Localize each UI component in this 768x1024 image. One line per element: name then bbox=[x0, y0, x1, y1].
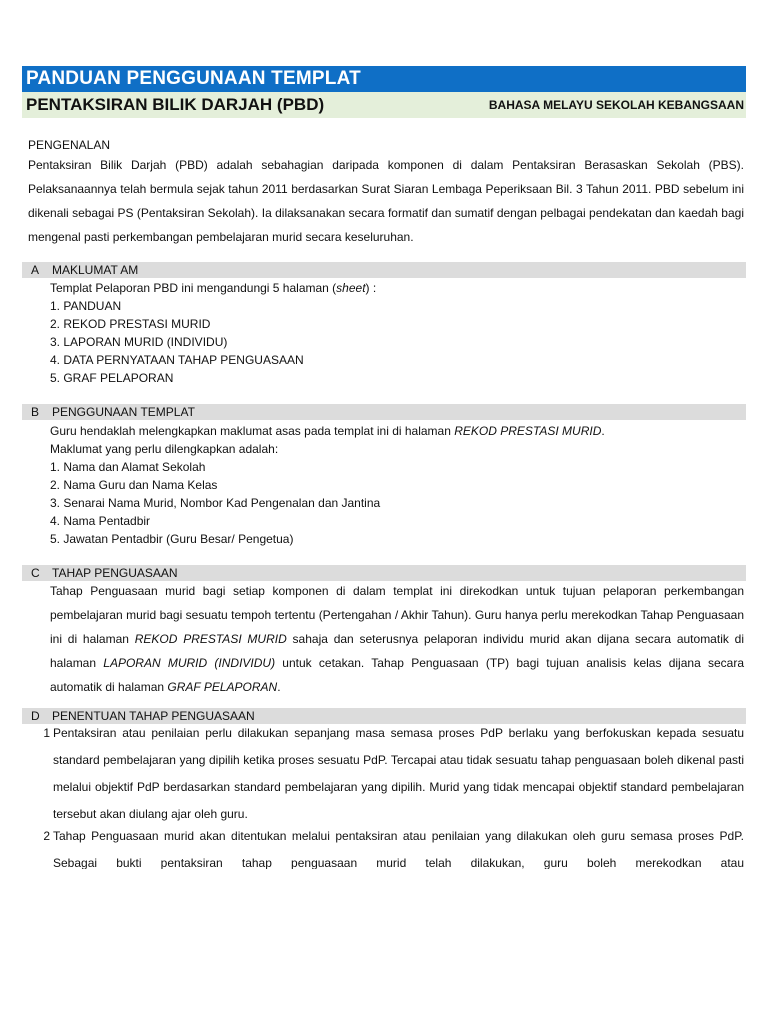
section-c-text-3: untuk cetakan. Tahap Penguasaan (TP) bagi tujuan analisis kelas dijana secara automatik di halaman bbox=[50, 656, 744, 694]
list-item: 3. Senarai Nama Murid, Nombor Kad Pengenalan dan Jantina bbox=[50, 496, 381, 510]
list-item: 2. REKOD PRESTASI MURID bbox=[50, 317, 211, 331]
intro-section bbox=[28, 137, 744, 249]
section-d-letter: D bbox=[31, 709, 40, 723]
intro-text: Pentaksiran Bilik Darjah (PBD) adalah sebahagian daripada komponen di dalam Pentaksiran Berasaskan Sekolah (PBS). Pelaksanaannya telah bermula sejak tahun 2011 berdasarkan Surat Siaran Lembaga Peperiksaan Bil. 3 Tahun 2011. PBD sebelum ini dikenali sebagai PS (Pentaksiran Sekolah). Ia dilaksanakan secara formatif dan sumatif dengan pelbagai pendekatan dan kaedah bagi mengenal pasti perkembangan pembelajaran murid secara keseluruhan. bbox=[28, 158, 744, 244]
section-c-text-1: Tahap Penguasaan murid bagi setiap komponen di dalam templat ini direkodkan untuk tujuan pelaporan perkembangan pembelajaran murid bagi sesuatu tempoh tertentu (Pertengahan / Akhir Tahun). Guru hanya perlu merekodkan Tahap Penguasaan ini di halaman bbox=[50, 584, 744, 646]
section-a-body bbox=[50, 279, 744, 387]
section-d-title: PENENTUAN TAHAP PENGUASAAN bbox=[52, 709, 255, 723]
section-c-title: TAHAP PENGUASAAN bbox=[52, 566, 178, 580]
list-item: 1. Nama dan Alamat Sekolah bbox=[50, 460, 206, 474]
section-c-italic-3: GRAF PELAPORAN bbox=[167, 680, 278, 694]
section-b-line1-italic: REKOD PRESTASI MURID bbox=[454, 424, 602, 438]
section-b-line1-text: Guru hendaklah melengkapkan maklumat asas pada templat ini di halaman bbox=[50, 424, 455, 438]
section-a-lead-italic: sheet bbox=[336, 281, 366, 295]
section-c-body bbox=[50, 579, 744, 699]
subject-label: BAHASA MELAYU SEKOLAH KEBANGSAAN bbox=[488, 98, 744, 112]
section-a-header bbox=[22, 262, 746, 278]
list-item: 4. DATA PERNYATAAN TAHAP PENGUASAAN bbox=[50, 353, 304, 367]
intro-heading: PENGENALAN bbox=[28, 138, 111, 152]
document-page bbox=[22, 66, 746, 869]
section-a-lead-text: Templat Pelaporan PBD ini mengandungi 5 halaman ( bbox=[50, 281, 337, 295]
list-item: 4. Nama Pentadbir bbox=[50, 514, 151, 528]
section-b-body bbox=[50, 422, 744, 548]
list-item: 5. GRAF PELAPORAN bbox=[50, 371, 174, 385]
section-c-italic-1: REKOD PRESTASI MURID bbox=[134, 632, 287, 646]
section-a-letter: A bbox=[31, 263, 40, 277]
section-a-lead-end: ) : bbox=[365, 281, 377, 295]
section-b-header bbox=[22, 404, 746, 420]
list-item: 1. PANDUAN bbox=[50, 299, 122, 313]
subtitle-bar bbox=[22, 92, 746, 118]
document-subtitle: PENTAKSIRAN BILIK DARJAH (PBD) bbox=[26, 95, 325, 114]
section-c-text-2: sahaja dan seterusnya pelaporan individu murid akan dijana secara automatik di halaman bbox=[50, 632, 744, 670]
list-item: 5. Jawatan Pentadbir (Guru Besar/ Pengetua) bbox=[50, 532, 294, 546]
document-title: PANDUAN PENGGUNAAN TEMPLAT bbox=[22, 66, 746, 92]
item-text: Tahap Penguasaan murid akan ditentukan melalui pentaksiran atau penilaian yang dilakukan oleh guru semasa proses PdP. Sebagai bukti pentaksiran tahap penguasaan murid telah dilakukan, guru boleh merekodkan atau bbox=[53, 829, 744, 869]
section-c-letter: C bbox=[31, 566, 40, 580]
section-a-lead bbox=[50, 279, 744, 297]
list-item: 3. LAPORAN MURID (INDIVIDU) bbox=[50, 335, 228, 349]
section-c-text-4: . bbox=[277, 680, 281, 694]
item-text: Pentaksiran atau penilaian perlu dilakukan sepanjang masa semasa proses PdP berlaku yang berfokuskan kepada sesuatu standard pembelajaran yang dipilih ketika proses sesuatu PdP. Tercapai atau tidak sesuatu tahap penguasaan boleh dikenal pasti melalui objektif PdP berdasarkan standard pembelajaran yang dipilih. Murid yang tidak mencapai objektif standard pembelajaran tersebut akan diulang ajar oleh guru. bbox=[53, 726, 744, 821]
section-d-item-2 bbox=[22, 823, 746, 869]
item-number: 2 bbox=[43, 829, 50, 843]
section-b-line1 bbox=[50, 422, 744, 440]
section-b-line1-end: . bbox=[601, 424, 605, 438]
list-item: 2. Nama Guru dan Nama Kelas bbox=[50, 478, 218, 492]
section-c-italic-2: LAPORAN MURID (INDIVIDU) bbox=[103, 656, 276, 670]
section-b-letter: B bbox=[31, 405, 40, 419]
item-number: 1 bbox=[43, 726, 50, 740]
section-a-title: MAKLUMAT AM bbox=[52, 263, 139, 277]
section-c-text bbox=[50, 579, 744, 699]
section-b-title: PENGGUNAAN TEMPLAT bbox=[52, 405, 195, 419]
section-b-line2: Maklumat yang perlu dilengkapkan adalah: bbox=[50, 442, 279, 456]
